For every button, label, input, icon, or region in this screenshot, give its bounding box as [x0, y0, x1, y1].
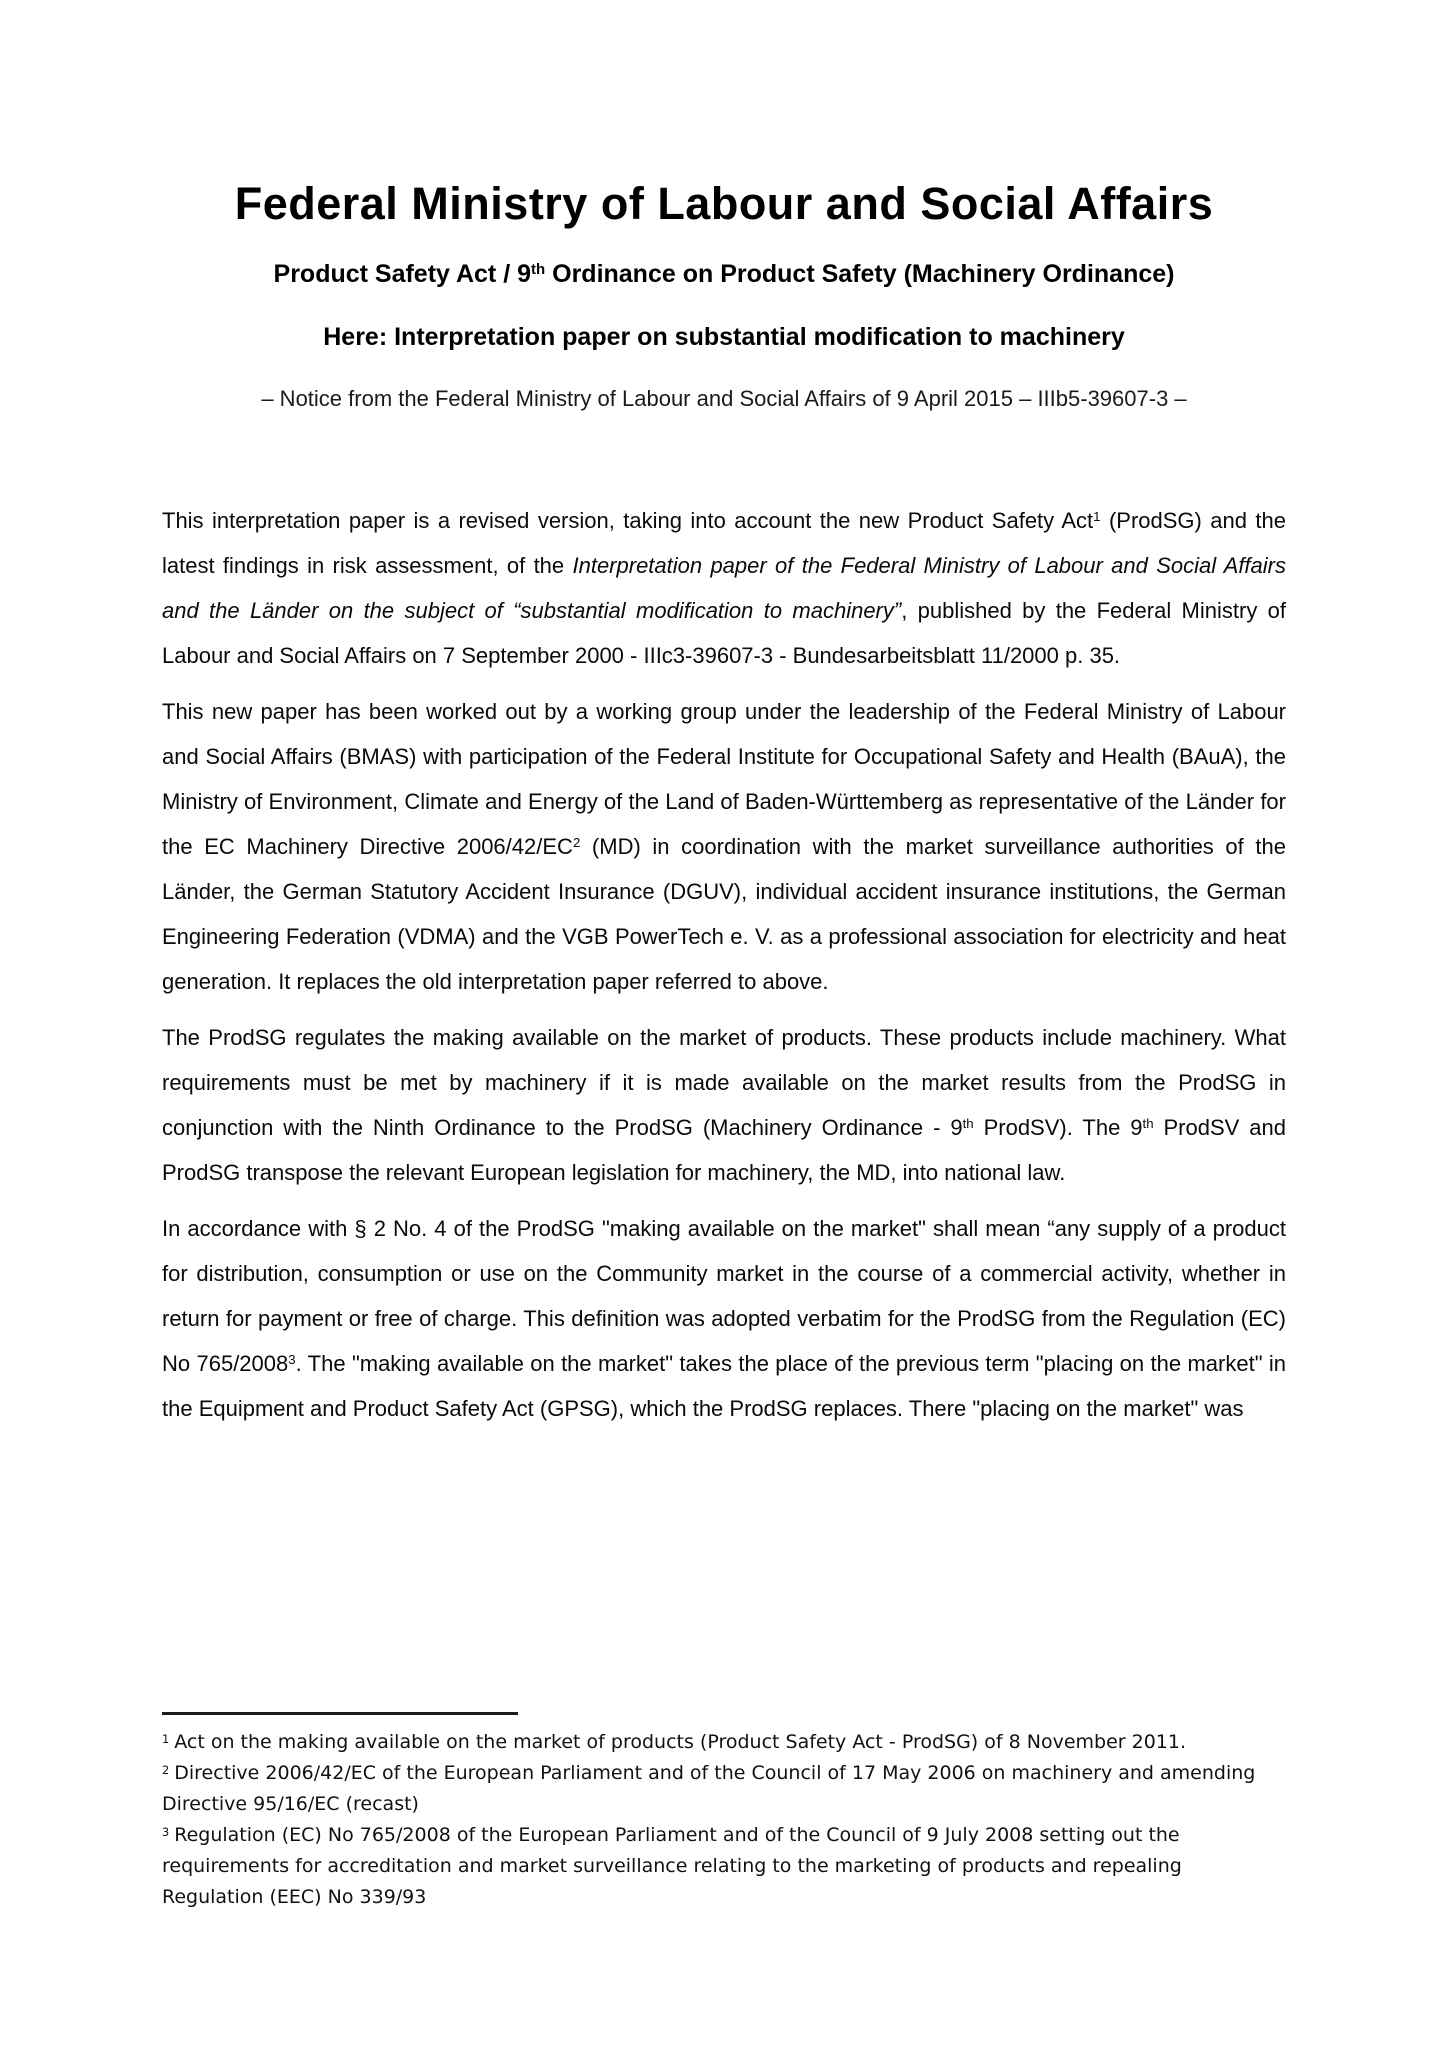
page-title: Federal Ministry of Labour and Social Affairs — [234, 178, 1214, 229]
text-run: Ordinance on Product Safety (Machinery Ordinance) — [545, 260, 1175, 288]
footnote-1 — [162, 1727, 1286, 1758]
superscript-reference: 1 — [1093, 508, 1101, 524]
document-header — [0, 0, 1448, 412]
italic-text-run: Interpretation paper of the Federal Ministry of Labour and Social Affairs and the Länder on the subject of “substantial modification to machinery” — [162, 553, 1286, 623]
text-run: In accordance with § 2 No. 4 of the ProdSG "making available on the market" shall mean “any supply of a product for distribution, consumption or use on the Community market in the course of a commercial activity, whether in return for payment or free of charge. This definition was adopted verbatim for the ProdSG from the Regulation (EC) No 765/2008 — [162, 1216, 1286, 1376]
footnote-text: Regulation (EC) No 765/2008 of the European Parliament and of the Council of 9 July 2008 setting out the requirements for accreditation and market surveillance relating to the marketing of products and repealing Regulation (EEC) No 339/93 — [162, 1824, 1182, 1908]
body-paragraph-2 — [162, 689, 1286, 1004]
text-run: ProdSV). The 9 — [973, 1115, 1143, 1140]
body-paragraph-4 — [162, 1206, 1286, 1431]
footnote-text: Act on the making available on the market of products (Product Safety Act - ProdSG) of 8 November 2011. — [174, 1731, 1187, 1753]
footnote-text: Directive 2006/42/EC of the European Parliament and of the Council of 17 May 2006 on machinery and amending Directive 95/16/EC (recast) — [162, 1762, 1256, 1815]
superscript-reference: 3 — [288, 1351, 296, 1367]
body-paragraph-3 — [162, 1015, 1286, 1195]
footnote-number: 1 — [162, 1731, 170, 1746]
text-run: (MD) in coordination with the market surveillance authorities of the Länder, the German Statutory Accident Insurance (DGUV), individual accident insurance institutions, the German Engineering Federation (VDMA) and the VGB PowerTech e. V. as a professional association for electricity and heat generation. It replaces the old interpretation paper referred to above. — [162, 834, 1286, 994]
footnote-separator — [162, 1712, 518, 1715]
text-run: , published by the Federal Ministry of Labour and Social Affairs on 7 September 2000 - IIIc3-39607-3 - Bundesarbeitsblatt 11/2000 p. 35. — [162, 598, 1286, 668]
text-run: ProdSV and ProdSG transpose the relevant European legislation for machinery, the MD, into national law. — [162, 1115, 1286, 1185]
footnote-list — [162, 1727, 1286, 1913]
subtitle-here: Here: Interpretation paper on substantial modification to machinery — [323, 323, 1125, 351]
footnote-area — [162, 1712, 1286, 1913]
notice-line: – Notice from the Federal Ministry of Labour and Social Affairs of 9 April 2015 – IIIb5-39607-3 – — [261, 386, 1187, 411]
superscript-reference: th — [531, 260, 546, 278]
superscript-reference: 2 — [572, 834, 581, 850]
document-body — [162, 498, 1286, 1431]
text-run: This interpretation paper is a revised version, taking into account the new Product Safety Act — [162, 508, 1094, 533]
body-paragraph-1 — [162, 498, 1286, 678]
subtitle-ordinance — [0, 259, 1448, 289]
footnote-number: 3 — [162, 1824, 170, 1839]
text-run: Product Safety Act / 9 — [273, 260, 531, 288]
text-run: The ProdSG regulates the making available on the market of products. These products include machinery. What requirements must be met by machinery if it is made available on the market results from the ProdSG in conjunction with the Ninth Ordinance to the ProdSG (Machinery Ordinance - 9 — [162, 1025, 1286, 1140]
text-run: . The "making available on the market" takes the place of the previous term "placing on the market" in the Equipment and Product Safety Act (GPSG), which the ProdSG replaces. There "placing on the market" was — [162, 1351, 1286, 1421]
text-run: (ProdSG) and the latest findings in risk assessment, of the — [162, 508, 1286, 578]
superscript-reference: th — [1142, 1115, 1154, 1131]
footnote-3 — [162, 1820, 1286, 1913]
superscript-reference: th — [962, 1115, 974, 1131]
footnote-2 — [162, 1758, 1286, 1820]
text-run: This new paper has been worked out by a working group under the leadership of the Federal Ministry of Labour and Social Affairs (BMAS) with participation of the Federal Institute for Occupational Safety and Health (BAuA), the Ministry of Environment, Climate and Energy of the Land of Baden-Württemberg as representative of the Länder for the EC Machinery Directive 2006/42/EC — [162, 699, 1286, 859]
footnote-number: 2 — [162, 1762, 170, 1777]
